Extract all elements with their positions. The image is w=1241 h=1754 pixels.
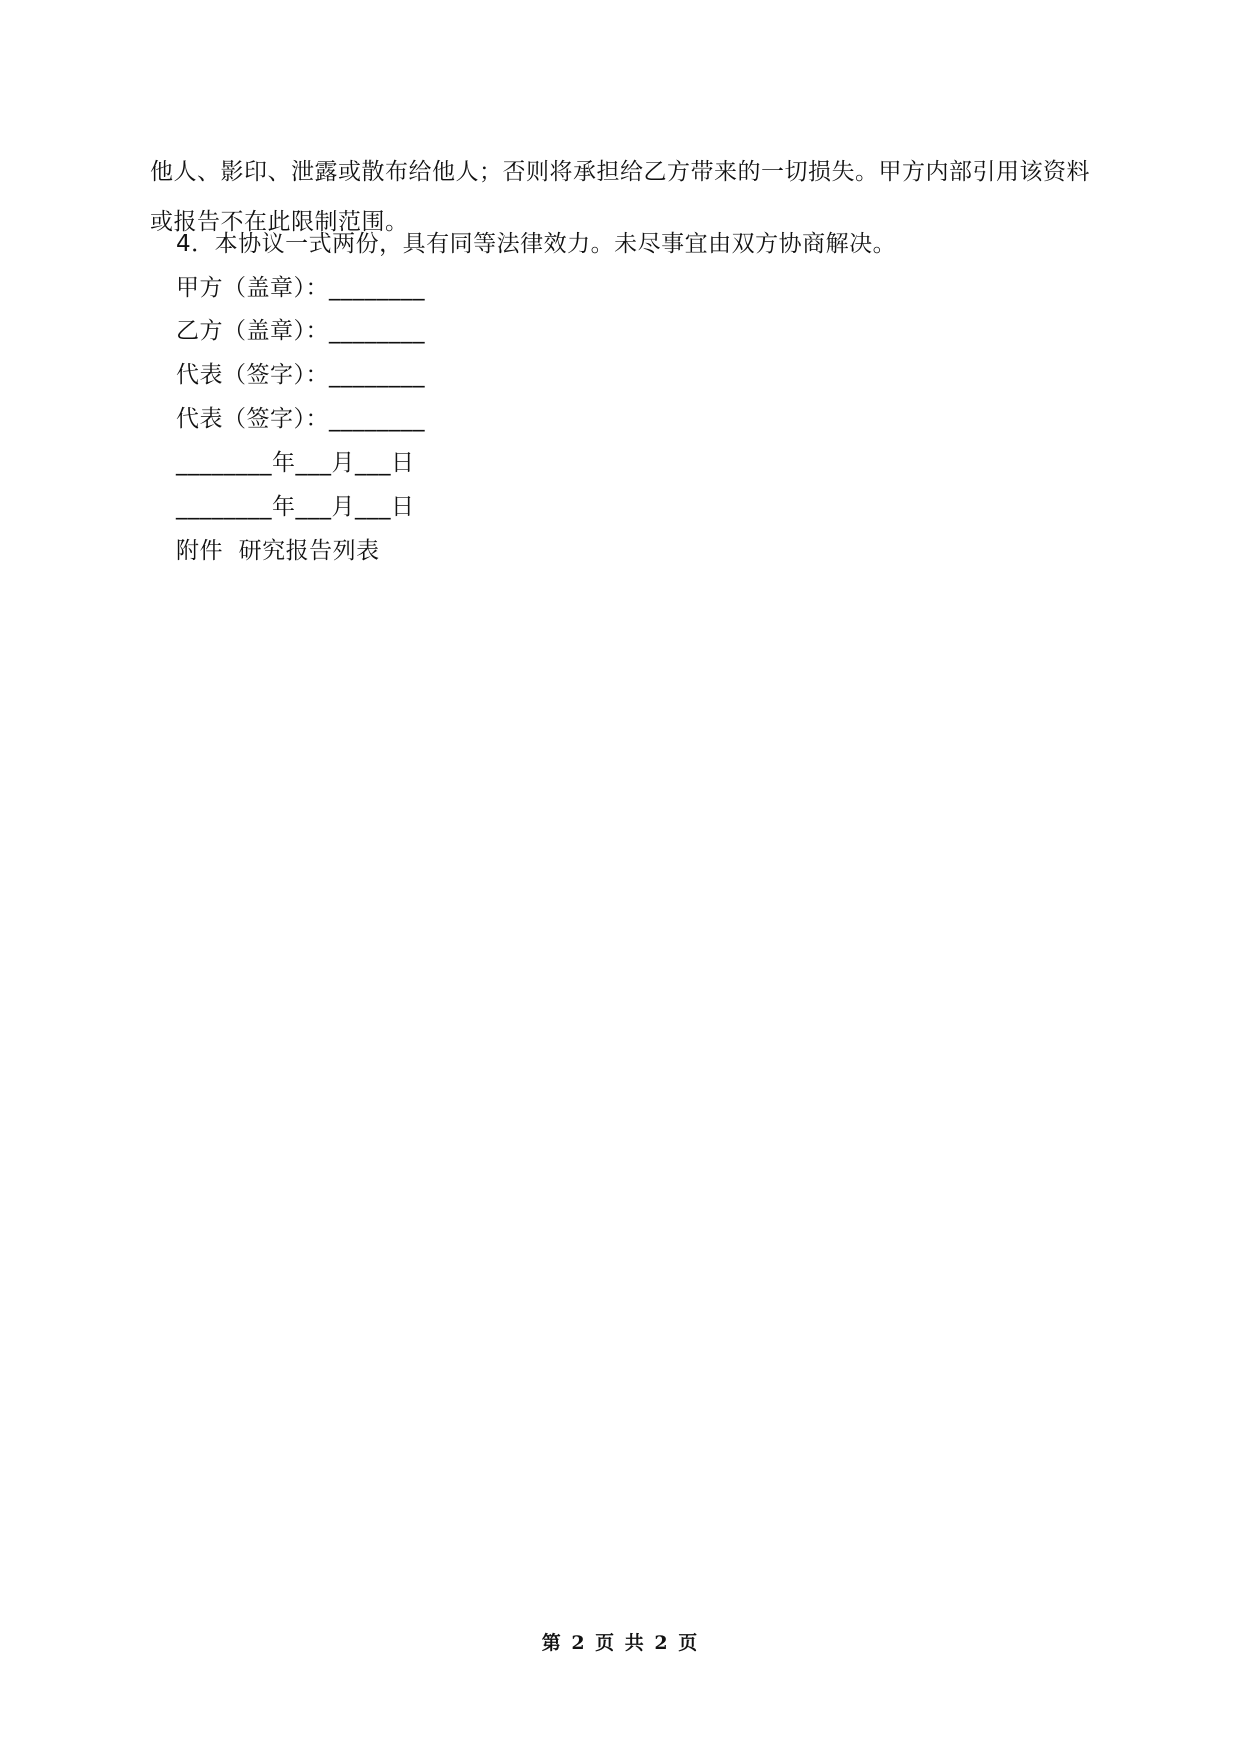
date-line-2: ________年___月___日 [176, 494, 415, 520]
attachment-line: 附件 研究报告列表 [176, 538, 380, 564]
paragraph-continuation: 他人、影印、泄露或散布给他人；否则将承担给乙方带来的一切损失。甲方内部引用该资料或报告不在此限制范围。 [150, 159, 1090, 235]
representative-sign-line-1: 代表（签字）：________ [176, 362, 425, 388]
representative-sign-line-2: 代表（签字）：________ [176, 406, 425, 432]
date-line-1: ________年___月___日 [176, 450, 415, 476]
party-b-seal-line: 乙方（盖章）：________ [176, 318, 425, 344]
party-a-seal-line: 甲方（盖章）：________ [176, 275, 425, 301]
page-number-footer: 第 2 页 共 2 页 [541, 1632, 700, 1654]
clause-4: 4．本协议一式两份，具有同等法律效力。未尽事宜由双方协商解决。 [176, 231, 897, 257]
